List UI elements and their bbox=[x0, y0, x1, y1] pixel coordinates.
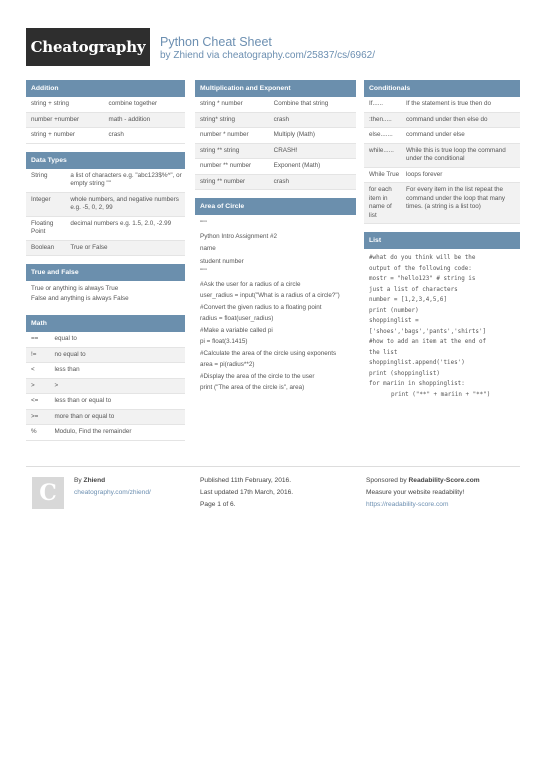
code-line: user_radius = input("What is a radius of a circle?") bbox=[200, 292, 340, 299]
table-cell: >= bbox=[26, 409, 51, 425]
section-header: Addition bbox=[26, 80, 185, 97]
table-cell: more than or equal to bbox=[51, 409, 185, 425]
table-cell: While True bbox=[369, 170, 400, 178]
table-cell: command under then else do bbox=[403, 112, 520, 128]
table-cell: Integer bbox=[26, 192, 67, 216]
code-line: just a list of characters bbox=[369, 286, 458, 293]
code-line: number = [1,2,3,4,5,6] bbox=[369, 297, 448, 303]
footer-author bbox=[74, 475, 151, 499]
code-line: #Calculate the area of the circle using exponents bbox=[200, 349, 337, 357]
table-row bbox=[195, 128, 356, 144]
section-addition bbox=[26, 80, 185, 144]
table-cell: % bbox=[31, 428, 37, 435]
table-cell: :then..... bbox=[364, 112, 403, 128]
code-line: print (number) bbox=[369, 307, 419, 314]
table-cell: If...... bbox=[369, 100, 383, 107]
table-cell: a list of characters e.g. "abc123$%^", or empty string "" bbox=[70, 171, 182, 187]
section-data-types bbox=[26, 152, 185, 257]
table-cell: Boolean bbox=[26, 240, 67, 256]
table-cell: whole numbers, and negative numbers e.g. -5, 0, 2, 99 bbox=[67, 192, 185, 216]
table-cell: string ** number bbox=[195, 174, 271, 190]
code-line: name bbox=[200, 245, 216, 252]
data-types-table bbox=[26, 169, 185, 257]
table-row bbox=[364, 112, 520, 128]
byline-via: via bbox=[206, 50, 220, 61]
table-cell: less than bbox=[54, 366, 80, 373]
table-cell: If the statement is true then do bbox=[406, 100, 492, 107]
sponsor-name: Readability-Score.com bbox=[408, 477, 480, 484]
section-header: Multiplication and Exponent bbox=[195, 80, 356, 97]
section-header: Data Types bbox=[26, 152, 185, 169]
column-1 bbox=[26, 80, 185, 449]
table-row bbox=[26, 347, 185, 363]
footer-dates bbox=[200, 475, 293, 511]
author-link[interactable]: Zhiend bbox=[173, 50, 204, 61]
table-cell: string ** string bbox=[195, 143, 271, 159]
table-cell: Combine that string bbox=[273, 100, 329, 107]
table-cell: while...... bbox=[364, 143, 403, 167]
table-cell: While this is true loop the command under the conditional bbox=[403, 143, 520, 167]
table-row bbox=[195, 143, 356, 159]
math-table bbox=[26, 332, 185, 441]
table-cell: Exponent (Math) bbox=[273, 162, 321, 169]
table-row bbox=[195, 159, 356, 175]
code-line: output of the following code: bbox=[369, 265, 472, 272]
table-cell: string + number bbox=[31, 131, 75, 138]
table-cell: number +number bbox=[26, 112, 106, 128]
section-header: Conditionals bbox=[364, 80, 520, 97]
code-line: print ("**" + mariin + "**") bbox=[391, 391, 491, 398]
table-cell: CRASH! bbox=[271, 143, 356, 159]
code-line: """ bbox=[200, 268, 207, 275]
sponsored-by: Sponsored by bbox=[366, 477, 407, 484]
table-cell: Modulo, Find the remainder bbox=[54, 428, 132, 435]
code-line: #Ask the user for a radius of a circle bbox=[200, 280, 301, 288]
code-line: for mariin in shoppinglist: bbox=[369, 381, 465, 387]
table-cell: loops forever bbox=[406, 170, 443, 178]
code-line: shoppinglist = bbox=[369, 318, 419, 324]
table-cell: else....... bbox=[369, 131, 393, 138]
table-row bbox=[26, 240, 185, 256]
section-math bbox=[26, 315, 185, 441]
addition-table bbox=[26, 97, 185, 144]
table-row bbox=[364, 183, 520, 224]
table-cell: == bbox=[31, 335, 39, 342]
table-row bbox=[26, 128, 185, 144]
table-row bbox=[26, 112, 185, 128]
column-2 bbox=[195, 80, 356, 402]
section-multiplication bbox=[195, 80, 356, 190]
section-area-of-circle bbox=[195, 198, 356, 394]
code-line: #Convert the given radius to a floating point bbox=[200, 303, 322, 311]
table-row bbox=[26, 97, 185, 112]
table-row bbox=[364, 128, 520, 144]
table-cell: string* string bbox=[195, 112, 271, 128]
table-cell: string + string bbox=[31, 100, 69, 107]
table-row bbox=[26, 394, 185, 410]
table-row bbox=[26, 363, 185, 379]
table-cell: For every item in the list repeat the command under the loop that many times. (a string is a list too) bbox=[403, 183, 520, 224]
table-cell: True or False bbox=[67, 240, 185, 256]
byline-by: by bbox=[160, 50, 171, 61]
published-date: Published 11th February, 2016. bbox=[200, 477, 292, 484]
code-line: print ("The area of the circle is", area) bbox=[200, 384, 305, 391]
table-cell: > bbox=[26, 378, 51, 394]
author-avatar[interactable]: C bbox=[32, 477, 64, 509]
section-header: True and False bbox=[26, 264, 185, 281]
page-number: Page 1 of 6. bbox=[200, 501, 236, 508]
footer-author-name: Zhiend bbox=[83, 477, 106, 484]
sponsor-link[interactable]: https://readability-score.com bbox=[366, 501, 449, 508]
code-line: #what do you think will be the bbox=[369, 255, 476, 261]
table-row bbox=[195, 112, 356, 128]
table-cell: Multiply (Math) bbox=[273, 131, 315, 138]
code-line: pi = float(3.1415) bbox=[200, 338, 248, 345]
table-cell: less than or equal to bbox=[54, 397, 112, 404]
table-cell: > bbox=[51, 378, 185, 394]
table-cell: equal to bbox=[54, 335, 77, 342]
table-cell: number * number bbox=[200, 131, 249, 138]
cheatography-logo[interactable]: Cheatography bbox=[26, 28, 150, 66]
table-cell: for each item in name of list bbox=[364, 183, 403, 224]
sponsor-text: Measure your website readability! bbox=[366, 489, 465, 496]
table-cell: crash bbox=[271, 174, 356, 190]
table-cell: String bbox=[31, 171, 48, 179]
table-cell: math - addition bbox=[106, 112, 186, 128]
column-3 bbox=[364, 80, 520, 412]
code-line: mostr = "hello123" # string is bbox=[369, 276, 476, 282]
page-title: Python Cheat Sheet bbox=[160, 35, 272, 49]
updated-date: Last updated 17th March, 2016. bbox=[200, 489, 294, 496]
table-cell: no equal to bbox=[51, 347, 185, 363]
code-line: print (shoppinglist) bbox=[369, 370, 440, 377]
section-list bbox=[364, 232, 520, 404]
table-row bbox=[364, 97, 520, 112]
table-cell: < bbox=[31, 366, 35, 373]
sponsor-line bbox=[366, 475, 480, 487]
text-line: True or anything is always True bbox=[31, 285, 119, 292]
footer-by: By bbox=[74, 477, 82, 484]
table-row bbox=[364, 167, 520, 183]
table-row bbox=[26, 216, 185, 240]
table-row bbox=[26, 425, 185, 441]
text-line: False and anything is always False bbox=[31, 294, 129, 302]
code-line: the list bbox=[369, 349, 398, 356]
code-line: """ bbox=[200, 220, 207, 227]
code-line: shoppinglist.append('ties') bbox=[369, 360, 465, 366]
code-line: radius = float(user_radius) bbox=[200, 315, 274, 322]
table-cell: crash bbox=[108, 131, 124, 138]
code-line: Python Intro Assignment #2 bbox=[200, 232, 278, 240]
table-cell: decimal numbers e.g. 1.5, 2.0, -2.99 bbox=[70, 219, 172, 227]
code-line: #how to add an item at the end of bbox=[369, 339, 487, 345]
circle-code bbox=[195, 215, 356, 394]
table-row bbox=[26, 409, 185, 425]
table-cell: crash bbox=[271, 112, 356, 128]
byline bbox=[160, 50, 375, 61]
section-true-false bbox=[26, 264, 185, 307]
table-row bbox=[26, 332, 185, 347]
section-conditionals bbox=[364, 80, 520, 224]
table-cell: combine together bbox=[108, 100, 158, 107]
table-row bbox=[364, 143, 520, 167]
table-cell: number ** number bbox=[200, 162, 252, 169]
table-cell: Floating Point bbox=[31, 219, 54, 235]
table-row bbox=[195, 97, 356, 112]
code-line: ['shoes','bags','pants','shirts'] bbox=[369, 328, 487, 335]
footer-author-link[interactable]: cheatography.com/zhiend/ bbox=[74, 489, 151, 496]
table-row bbox=[26, 192, 185, 216]
code-line: area = pi(radius**2) bbox=[200, 361, 255, 368]
code-line: #Make a variable called pi bbox=[200, 326, 273, 334]
table-cell: command under else bbox=[406, 131, 465, 138]
footer-sponsor bbox=[366, 475, 480, 511]
table-cell: string * number bbox=[200, 100, 243, 107]
table-cell: != bbox=[26, 347, 51, 363]
section-header: Math bbox=[26, 315, 185, 332]
table-row bbox=[26, 378, 185, 394]
table-row bbox=[26, 169, 185, 193]
footer bbox=[26, 466, 520, 516]
table-cell: <= bbox=[31, 397, 39, 404]
footer-author-line bbox=[74, 475, 151, 487]
multiplication-table bbox=[195, 97, 356, 190]
table-row bbox=[195, 174, 356, 190]
section-header: List bbox=[364, 232, 520, 249]
code-line: student number bbox=[200, 257, 244, 265]
conditionals-table bbox=[364, 97, 520, 224]
list-code bbox=[364, 249, 520, 404]
sheet-url-link[interactable]: cheatography.com/25837/cs/6962/ bbox=[222, 50, 375, 61]
code-line: #Display the area of the circle to the user bbox=[200, 372, 315, 380]
section-header: Area of Circle bbox=[195, 198, 356, 215]
